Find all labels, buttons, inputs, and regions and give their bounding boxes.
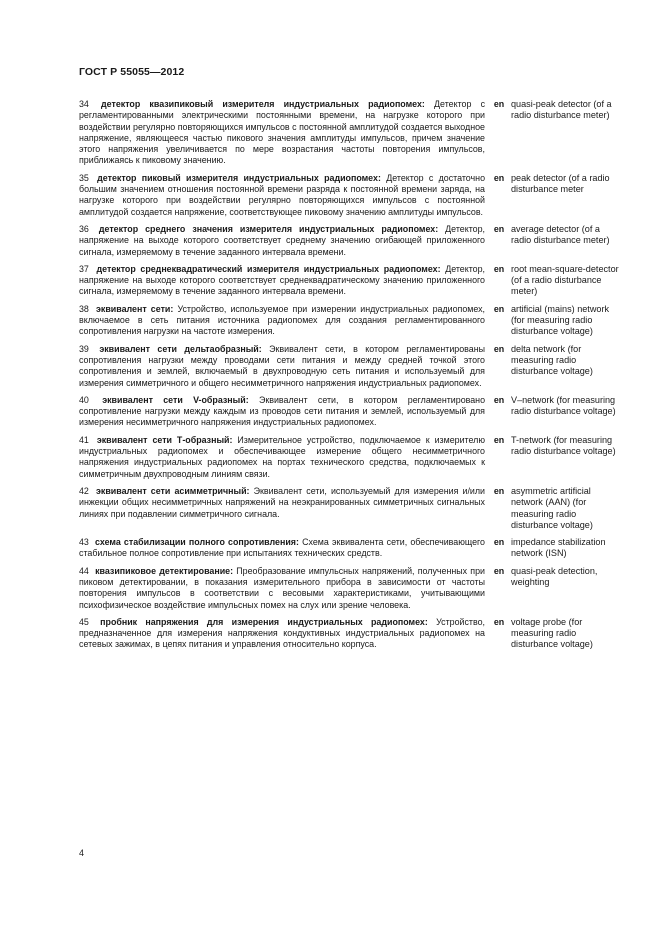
term-definition: Детектор с достаточно большим значением отношения постоянной времени разряда к постоянной времени заряда, на нагрузке которого при воздействии регулярно повторяющихся импульсов с постоянной амплитудой создается напряжение, соответствующее пиковому значению амплитуды импульсов. <box>79 172 486 217</box>
lang-code: en <box>493 172 505 183</box>
term-entry-42 <box>79 486 619 531</box>
term-english: delta network (for measuring radio disturbance voltage) <box>511 343 593 377</box>
term-name: эквивалент сети асимметричный: <box>96 485 250 496</box>
term-definition: Устройство, используемое при измерении индустриальных радиопомех, включаемое в сеть питания источника радиопомех для создания регламентированного сопротивления нагрузки на частоте измерения. <box>79 303 486 337</box>
lang-code: en <box>493 303 505 314</box>
term-number: 41 <box>79 434 89 445</box>
term-english: average detector (of a radio disturbance meter) <box>511 223 610 246</box>
term-entry-43 <box>79 537 619 560</box>
term-number: 44 <box>79 565 89 576</box>
lang-code: en <box>493 565 505 576</box>
term-definition-ru <box>79 395 485 429</box>
term-name: детектор пиковый измерителя индустриальных радиопомех: <box>97 172 381 183</box>
lang-code: en <box>493 223 505 234</box>
term-number: 43 <box>79 537 89 548</box>
term-definition: Измерительное устройство, подключаемое к измерителю индустриальных радиопомех и обеспечивающее измерение общего несимметричного напряжения индустриальных радиопомех на портах технического средства, подключаемых к симметричным двухпроводным линиям связи. <box>79 434 485 479</box>
term-definition: Эквивалент сети, в котором регламентированы сопротивления нагрузки между проводами сети питания и между средней точкой этого сопротивления и землей, включаемый в двухпроводную сеть питания и используемый для измерения симметричного и общего несимметричного напряжения индустриальных радиопомех. <box>79 343 486 388</box>
term-english: impedance stabilization network (ISN) <box>511 537 606 559</box>
term-entry-41 <box>79 435 619 480</box>
term-definition: Устройство, предназначенное для измерения напряжения кондуктивных индустриальных радиопомех на сетевых зажимах, в цепях питания и управления относительно корпуса. <box>79 616 485 650</box>
term-number: 40 <box>79 394 89 405</box>
term-name: эквивалент сети: <box>96 303 174 314</box>
term-definition-ru <box>79 566 485 611</box>
term-english: quasi-peak detector (of a radio disturbance meter) <box>511 99 612 121</box>
term-name: детектор квазипиковый измерителя индустриальных радиопомех: <box>101 99 425 109</box>
term-definition: Эквивалент сети, используемый для измерения и/или инжекции общих несимметричных напряжений на неэкранированных симметричных сигнальных линиях при подавлении симметричного сигнала. <box>79 485 486 519</box>
term-definition-ru <box>79 344 485 389</box>
term-definition: Детектор, напряжение на выходе которого соответствует среднему значению огибающей приложенного сигнала, измеряемому в течение заданного интервала времени. <box>79 223 486 257</box>
term-english: V–network (for measuring radio disturbance voltage) <box>511 394 616 417</box>
term-definition: Схема эквивалента сети, обеспечивающего стабильное полное сопротивление при испытаниях технических средств. <box>79 537 485 559</box>
term-name: пробник напряжения для измерения индустриальных радиопомех: <box>100 616 428 627</box>
term-name: эквивалент сети V-образный: <box>102 394 249 405</box>
term-english: voltage probe (for measuring radio disturbance voltage) <box>511 616 593 650</box>
terms-list <box>79 99 619 657</box>
lang-code: en <box>493 343 505 354</box>
term-definition-ru <box>79 173 485 218</box>
term-definition-ru <box>79 617 485 651</box>
term-definition: Преобразование импульсных напряжений, полученных при пиковом детектировании, в показания измерительного прибора в зависимости от частоты повторения импульсов в соответствии с весовыми характеристиками, учитывающими психофизическое воздействие импульсных помех на слух или зрение человека. <box>79 565 485 610</box>
lang-code: en <box>493 537 505 548</box>
term-definition-ru <box>79 224 485 258</box>
term-number: 38 <box>79 303 89 314</box>
term-number: 35 <box>79 172 89 183</box>
term-name: эквивалент сети дельтаобразный: <box>99 343 262 354</box>
term-definition-ru <box>79 486 485 520</box>
term-entry-39 <box>79 344 619 389</box>
term-number: 39 <box>79 343 89 354</box>
term-definition-ru <box>79 435 485 480</box>
term-english: asymmetric artificial network (AAN) (for measuring radio disturbance voltage) <box>511 485 593 530</box>
term-entry-40 <box>79 395 619 429</box>
term-entry-36 <box>79 224 619 258</box>
term-english: root mean-square-detector (of a radio disturbance meter) <box>511 263 619 297</box>
term-entry-34 <box>79 99 619 167</box>
term-number: 34 <box>79 99 89 109</box>
page-number: 4 <box>79 848 85 858</box>
term-number: 37 <box>79 263 89 274</box>
term-name: эквивалент сети Т-образный: <box>96 434 233 445</box>
term-entry-45 <box>79 617 619 651</box>
term-name: схема стабилизации полного сопротивления: <box>95 537 299 548</box>
term-definition: Детектор с регламентированными электрическими постоянными времени, на нагрузке которого при воздействии регулярно повторяющихся импульсов с постоянной амплитудой создается выходное напряжение, являющееся частью пикового значения амплитуды импульсов, причем значение этого напряжения увеличивается по мере возрастания частоты повторения импульсов, приближаясь к пиковому значению. <box>79 99 486 166</box>
lang-code: en <box>493 99 505 109</box>
term-english: peak detector (of a radio disturbance meter <box>511 172 610 195</box>
term-entry-35 <box>79 173 619 218</box>
lang-code: en <box>493 616 505 627</box>
term-name: детектор среднеквадратический измерителя индустриальных радиопомех: <box>96 263 441 274</box>
term-name: квазипиковое детектирование: <box>95 565 234 576</box>
document-header: ГОСТ Р 55055—2012 <box>79 66 185 78</box>
term-definition: Детектор, напряжение на выходе которого соответствует среднеквадратическому значению приложенного сигнала, измеряемому в течение заданного интервала времени. <box>79 263 486 297</box>
term-english: T-network (for measuring radio disturbance voltage) <box>511 434 616 457</box>
term-entry-37 <box>79 264 619 298</box>
lang-code: en <box>493 434 505 445</box>
lang-code: en <box>493 394 505 405</box>
term-english: quasi-peak detection, weighting <box>511 565 598 587</box>
term-name: детектор среднего значения измерителя индустриальных радиопомех: <box>98 223 439 234</box>
lang-code: en <box>493 263 505 274</box>
term-number: 45 <box>79 616 89 627</box>
term-definition-ru <box>79 99 485 167</box>
term-english: artificial (mains) network (for measuring radio disturbance voltage) <box>511 303 610 337</box>
term-definition: Эквивалент сети, в котором регламентировано сопротивление нагрузки между каждым из проводов сети питания и землей, используемый для измерения несимметричного напряжения индустриальных радиопомех. <box>79 394 486 428</box>
term-number: 42 <box>79 485 89 496</box>
term-definition-ru <box>79 537 485 560</box>
term-number: 36 <box>79 223 89 234</box>
term-entry-38 <box>79 304 619 338</box>
term-definition-ru <box>79 304 485 338</box>
lang-code: en <box>493 485 505 496</box>
term-entry-44 <box>79 566 619 611</box>
term-definition-ru <box>79 264 485 298</box>
